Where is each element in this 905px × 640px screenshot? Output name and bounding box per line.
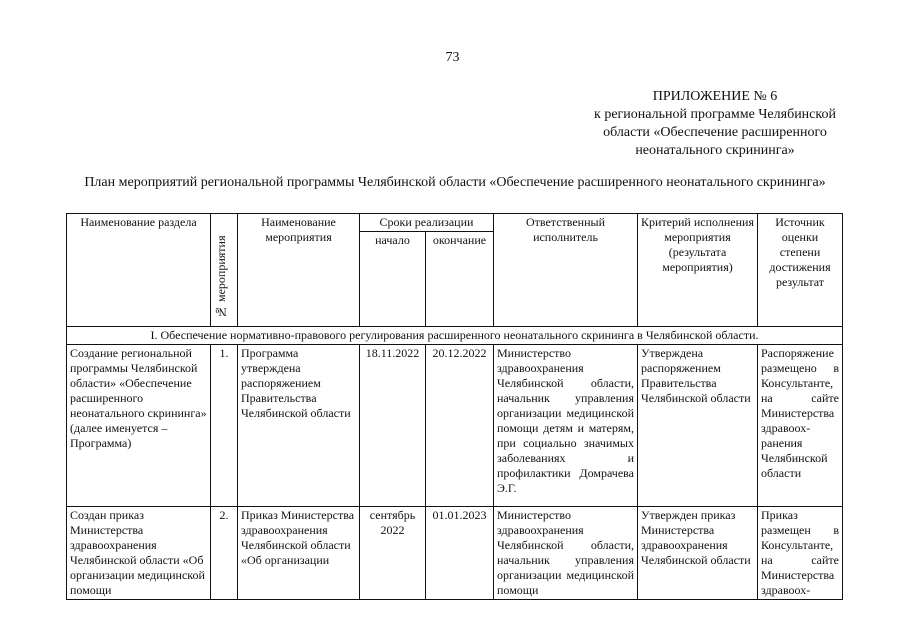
- row-responsible: Министерство здравоохранения Челябинской области, начальник управления организации медицинской помощи детям и матерям, при социально значимых заболеваниях и профилактики Домрачева Э.Г.: [494, 345, 638, 507]
- row-event: Программа утверждена распоряжением Правительства Челябинской области: [238, 345, 360, 507]
- header-num-text: № мероприятия: [214, 235, 228, 319]
- appendix-line-1: ПРИЛОЖЕНИЕ № 6: [652, 89, 778, 104]
- row-end: 01.01.2023: [426, 507, 494, 600]
- header-end: окончание: [426, 232, 494, 327]
- table-row: [67, 345, 843, 507]
- row-num: 2.: [211, 507, 238, 600]
- row-num: 1.: [211, 345, 238, 507]
- row-event: Приказ Министерства здравоохранения Челябинской области «Об организации: [238, 507, 360, 600]
- header-num: [211, 214, 238, 327]
- row-responsible: Министерство здравоохранения Челябинской области, начальник управления организации медицинской помощи: [494, 507, 638, 600]
- row-section: Создание региональной программы Челябинской области» «Обеспечение расширенного неонатального скрининга» (далее именуется – Программа): [67, 345, 211, 507]
- header-source: Источник оценки степени достижения результат: [758, 214, 843, 327]
- appendix-line-2: к региональной программе Челябинской: [594, 107, 836, 122]
- header-period: Сроки реализации: [360, 214, 494, 232]
- appendix-heading: [560, 88, 870, 160]
- header-row: [67, 214, 843, 232]
- row-source: Распоряжение размещено в Консультанте, на сайте Министерства здравоох-ранения Челябинской области: [758, 345, 843, 507]
- page-number: 73: [445, 50, 460, 65]
- header-responsible: Ответственный исполнитель: [494, 214, 638, 327]
- row-source: Приказ размещен в Консультанте, на сайте Министерства здравоох-: [758, 507, 843, 600]
- header-event: Наименование мероприятия: [238, 214, 360, 327]
- table-row: [67, 507, 843, 600]
- row-start: сентябрь 2022: [360, 507, 426, 600]
- header-section: Наименование раздела: [67, 214, 211, 327]
- header-start: начало: [360, 232, 426, 327]
- row-criterion: Утвержден приказ Министерства здравоохранения Челябинской области: [638, 507, 758, 600]
- section-title: I. Обеспечение нормативно-правового регулирования расширенного неонатального скрининга в Челябинской области.: [67, 327, 843, 345]
- document-title: План мероприятий региональной программы Челябинской области «Обеспечение расширенного неонатального скрининга»: [84, 175, 826, 190]
- section-row: [67, 327, 843, 345]
- appendix-line-3: области «Обеспечение расширенного: [603, 125, 827, 140]
- row-section: Создан приказ Министерства здравоохранения Челябинской области «Об организации медицинской помощи: [67, 507, 211, 600]
- header-criterion: Критерий исполнения мероприятия (результата мероприятия): [638, 214, 758, 327]
- row-end: 20.12.2022: [426, 345, 494, 507]
- row-criterion: Утверждена распоряжением Правительства Челябинской области: [638, 345, 758, 507]
- events-table: [66, 213, 843, 600]
- row-start: 18.11.2022: [360, 345, 426, 507]
- appendix-line-4: неонатального скрининга»: [635, 143, 795, 158]
